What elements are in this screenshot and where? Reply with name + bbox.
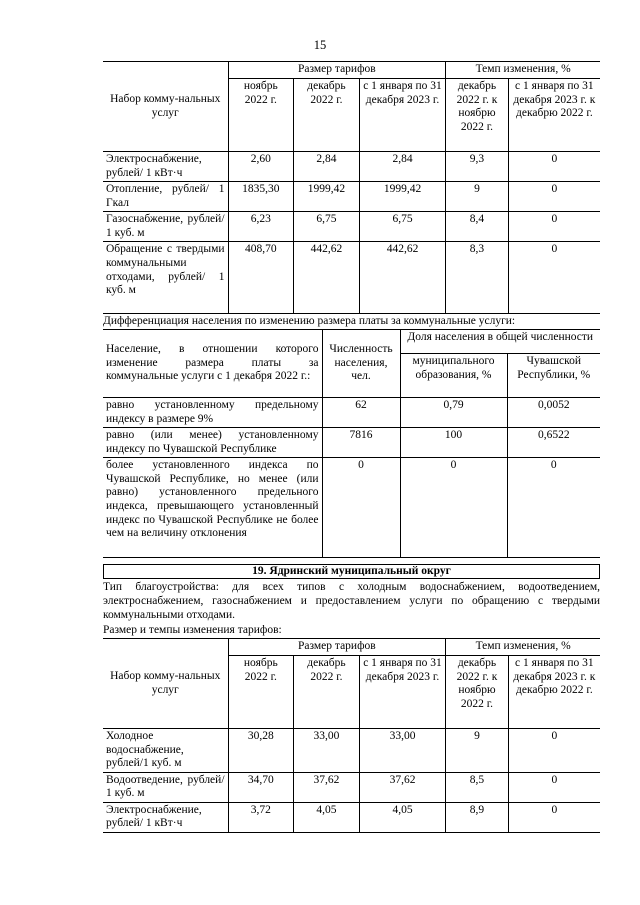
cell: 2,60 bbox=[228, 152, 294, 182]
diff-caption: Дифференциация населения по изменению размера платы за коммунальные услуги: bbox=[103, 315, 516, 327]
cell: 0 bbox=[322, 458, 400, 558]
tariffs-table-1 bbox=[103, 61, 600, 314]
size-group-header: Размер тарифов bbox=[228, 62, 446, 79]
cell: 1835,30 bbox=[228, 182, 294, 212]
count-header: Численность населения, чел. bbox=[322, 330, 400, 398]
cell: 0,0052 bbox=[507, 398, 600, 428]
col-header: с 1 января по 31 декабря 2023 г. bbox=[359, 656, 445, 729]
service-name: Электроснабжение, рублей/ 1 кВт·ч bbox=[103, 152, 228, 182]
cell: 2,84 bbox=[294, 152, 360, 182]
cell: 37,62 bbox=[294, 772, 360, 802]
cell: 100 bbox=[400, 428, 507, 458]
cell: 0 bbox=[508, 772, 600, 802]
table-row bbox=[103, 428, 600, 458]
population-table bbox=[103, 329, 600, 558]
cell: 9,3 bbox=[446, 152, 509, 182]
cell: 0 bbox=[508, 729, 600, 773]
cell: 34,70 bbox=[228, 772, 294, 802]
col-header: декабрь 2022 г. bbox=[294, 656, 360, 729]
cell: 442,62 bbox=[359, 242, 445, 314]
rate-group-header: Темп изменения, % bbox=[446, 62, 600, 79]
cell: 0 bbox=[508, 802, 600, 832]
service-name: Холодное водоснабжение, рублей/1 куб. м bbox=[103, 729, 228, 773]
section-title: 19. Ядринский муниципальный округ bbox=[103, 564, 600, 579]
cell: 33,00 bbox=[359, 729, 445, 773]
cell: 3,72 bbox=[228, 802, 294, 832]
cell: 9 bbox=[446, 182, 509, 212]
cell: 0 bbox=[508, 182, 600, 212]
cell: 37,62 bbox=[359, 772, 445, 802]
cell: 0,79 bbox=[400, 398, 507, 428]
col-header: декабрь 2022 г. bbox=[294, 79, 360, 152]
table-row bbox=[103, 729, 600, 773]
cell: 0 bbox=[400, 458, 507, 558]
rate-group-header: Темп изменения, % bbox=[446, 639, 600, 656]
cell: 6,23 bbox=[228, 212, 294, 242]
cell: 4,05 bbox=[359, 802, 445, 832]
cell: 6,75 bbox=[359, 212, 445, 242]
col-header: декабрь 2022 г. к ноябрю 2022 г. bbox=[446, 79, 509, 152]
service-name: Обращение с твердыми коммунальными отходами, рублей/ 1 куб. м bbox=[103, 242, 228, 314]
improvement-text: Тип благоустройства: для всех типов с холодным водоснабжением, водоотведением, электроснабжением, газоснабжением и предоставлением услуги по обращению с твердыми коммунальными отходами. bbox=[103, 581, 600, 621]
service-name: Газоснабжение, рублей/ 1 куб. м bbox=[103, 212, 228, 242]
cell: 8,3 bbox=[446, 242, 509, 314]
cell: 1999,42 bbox=[359, 182, 445, 212]
cell: 6,75 bbox=[294, 212, 360, 242]
table-row bbox=[103, 152, 600, 182]
population-header: Население, в отношении которого изменение размера платы за коммунальные услуги с 1 декабря 2022 г.: bbox=[103, 330, 322, 398]
cell: 1999,42 bbox=[294, 182, 360, 212]
service-name: Электроснабжение, рублей/ 1 кВт·ч bbox=[103, 802, 228, 832]
cell: 0,6522 bbox=[507, 428, 600, 458]
cell: 7816 bbox=[322, 428, 400, 458]
cell: 9 bbox=[446, 729, 509, 773]
cell: 8,9 bbox=[446, 802, 509, 832]
col-header: с 1 января по 31 декабря 2023 г. bbox=[359, 79, 445, 152]
cell: 30,28 bbox=[228, 729, 294, 773]
cell: 0 bbox=[507, 458, 600, 558]
cell: 4,05 bbox=[294, 802, 360, 832]
col-header: ноябрь 2022 г. bbox=[228, 79, 294, 152]
cell: 2,84 bbox=[359, 152, 445, 182]
cell: 0 bbox=[508, 152, 600, 182]
tariffs-table-2 bbox=[103, 638, 600, 833]
col-header: декабрь 2022 г. к ноябрю 2022 г. bbox=[446, 656, 509, 729]
cell: 0 bbox=[508, 242, 600, 314]
table-row bbox=[103, 802, 600, 832]
table-row bbox=[103, 772, 600, 802]
table-row bbox=[103, 458, 600, 558]
population-category: равно (или менее) установленному индексу по Чувашской Республике bbox=[103, 428, 322, 458]
services-header: Набор комму-нальных услуг bbox=[103, 62, 228, 152]
table-row bbox=[103, 212, 600, 242]
service-name: Отопление, рублей/ 1 Гкал bbox=[103, 182, 228, 212]
page-number: 15 bbox=[313, 38, 327, 52]
col-header: с 1 января по 31 декабря 2023 г. к декабрю 2022 г. bbox=[508, 79, 600, 152]
tariffs-caption: Размер и темпы изменения тарифов: bbox=[103, 624, 282, 636]
share-rep-header: Чувашской Республики, % bbox=[507, 354, 600, 398]
services-header: Набор комму-нальных услуг bbox=[103, 639, 228, 729]
col-header: ноябрь 2022 г. bbox=[228, 656, 294, 729]
service-name: Водоотведение, рублей/ 1 куб. м bbox=[103, 772, 228, 802]
cell: 0 bbox=[508, 212, 600, 242]
size-group-header: Размер тарифов bbox=[228, 639, 446, 656]
cell: 33,00 bbox=[294, 729, 360, 773]
col-header: с 1 января по 31 декабря 2023 г. к декабрю 2022 г. bbox=[508, 656, 600, 729]
cell: 408,70 bbox=[228, 242, 294, 314]
share-group-header: Доля населения в общей численности bbox=[400, 330, 600, 354]
cell: 8,4 bbox=[446, 212, 509, 242]
population-category: равно установленному предельному индексу в размере 9% bbox=[103, 398, 322, 428]
share-mun-header: муниципального образования, % bbox=[400, 354, 507, 398]
table-row bbox=[103, 242, 600, 314]
cell: 8,5 bbox=[446, 772, 509, 802]
cell: 442,62 bbox=[294, 242, 360, 314]
population-category: более установленного индекса по Чувашской Республике, но менее (или равно) установленного предельного индекса, превышающего установленный индекс по Чувашской Республике не более чем на величину отклонения bbox=[103, 458, 322, 558]
cell: 62 bbox=[322, 398, 400, 428]
table-row bbox=[103, 398, 600, 428]
table-row bbox=[103, 182, 600, 212]
